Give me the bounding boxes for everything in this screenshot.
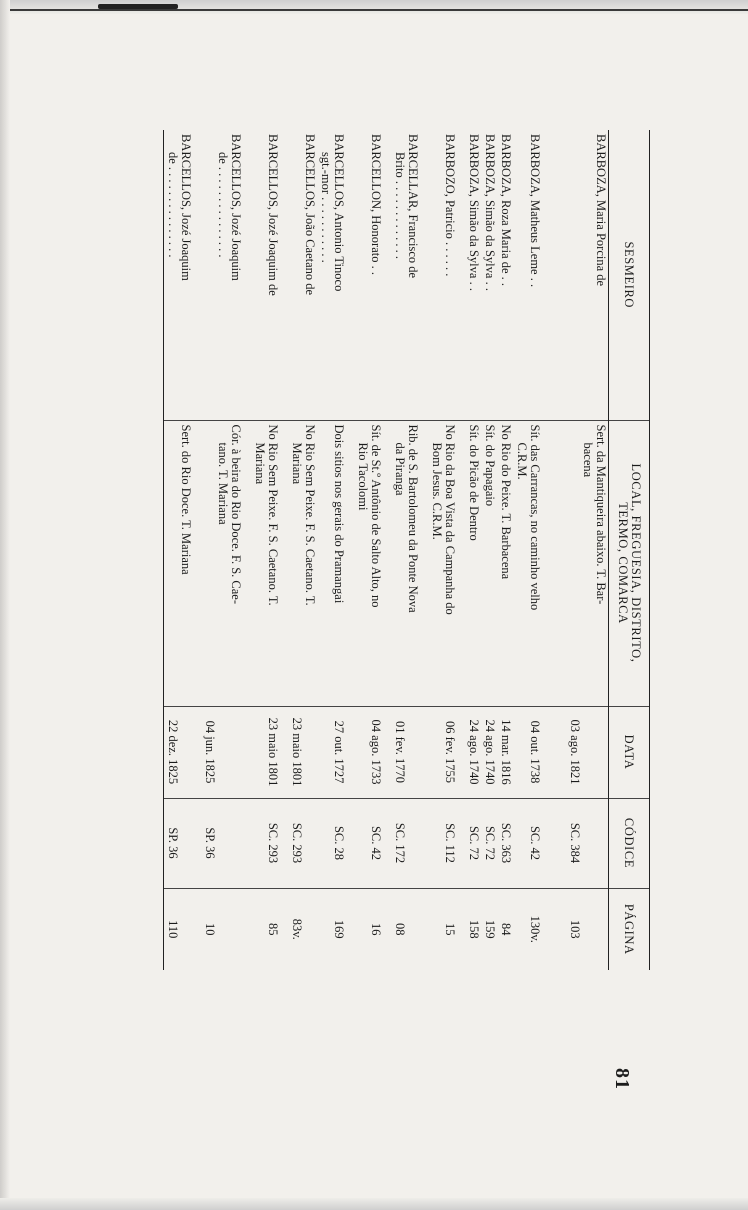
pagina-line: 159 <box>483 919 498 939</box>
cell-pagina <box>202 888 252 970</box>
pagina-line: 158 <box>467 919 482 939</box>
table-row <box>252 130 289 970</box>
local-line: Mariana <box>253 442 268 485</box>
cell-sesmeiro <box>252 130 289 420</box>
data-line: 01 fev. 1770 <box>393 720 408 784</box>
codice-line: SC. 72 <box>483 825 498 861</box>
cell-data <box>514 706 551 798</box>
codice-line: SC. 112 <box>443 823 458 863</box>
header-local <box>609 420 650 706</box>
cell-sesmeiro <box>355 130 392 420</box>
data-line: 24 ago. 1740 <box>483 719 498 785</box>
data-line <box>230 711 243 794</box>
local-line: No Rio Sem Peixe. F. S. Caetano. T. <box>266 424 281 606</box>
codice-line: SC. 384 <box>568 822 582 864</box>
codice-line: SC. 42 <box>369 825 384 861</box>
data-line: 27 out. 1727 <box>332 720 347 784</box>
cell-pagina <box>498 888 514 970</box>
local-line: Sít. do Papagaio <box>483 424 498 507</box>
cell-local <box>202 420 252 706</box>
pagina-line: 83v. <box>290 918 305 940</box>
local-line: da Piranga <box>393 442 408 496</box>
scan-top-mark <box>98 4 178 9</box>
table-row <box>289 130 318 970</box>
local-line: No Rio Sem Peixe. F. S. Caetano. T. <box>303 424 318 606</box>
pagina-line: 10 <box>203 923 218 936</box>
sesmarias-table <box>164 130 651 970</box>
table-row <box>392 130 429 970</box>
local-line: Cór. à beira do Rio Doce. F. S. Cae- <box>229 424 244 605</box>
sesmeiro-line: BARCELLOS, Antonio Tinoco <box>332 134 347 292</box>
codice-line: SC. 42 <box>528 825 543 861</box>
local-line: Sít. do Picão de Dentro <box>467 424 482 541</box>
cell-data <box>318 706 355 798</box>
table-row <box>514 130 551 970</box>
codice-line: SP. 36 <box>166 827 181 859</box>
codice-line: SC. 28 <box>332 825 347 861</box>
codice-line <box>581 803 594 884</box>
data-line: 22 dez. 1825 <box>166 719 181 785</box>
cell-codice <box>482 798 498 888</box>
cell-codice <box>252 798 289 888</box>
cell-codice <box>466 798 482 888</box>
cell-local <box>355 420 392 706</box>
sesmarias-table-wrapper <box>120 130 650 970</box>
pagina-line <box>581 893 594 967</box>
sesmeiro-line: BARCELLOS, João Caetano de <box>303 134 318 296</box>
cell-pagina <box>164 888 202 970</box>
cell-data <box>429 706 466 798</box>
pagina-line <box>180 893 193 967</box>
local-line: Sert. do Rio Doce. T. Mariana <box>179 424 194 575</box>
cell-pagina <box>466 888 482 970</box>
header-codice: CÓDICE <box>609 798 650 888</box>
scan-top-line <box>0 9 748 11</box>
pagina-line: 15 <box>443 923 458 936</box>
local-line: tano. T. Mariana <box>216 442 231 525</box>
table-header-row <box>609 130 650 970</box>
cell-pagina <box>392 888 429 970</box>
pagina-line: 85 <box>266 923 281 936</box>
cell-local <box>551 420 609 706</box>
data-line: 04 jun. 1825 <box>203 720 218 784</box>
codice-line <box>230 803 243 884</box>
codice-line: SC. 72 <box>467 825 482 861</box>
local-line: Sít. das Carrancas, no caminho velho <box>528 424 543 611</box>
sesmeiro-line: BARBOZA, Matheus Leme . . <box>528 134 543 288</box>
data-line <box>594 711 607 794</box>
data-line <box>304 711 317 794</box>
pagina-line: 110 <box>166 920 181 939</box>
data-line: 03 ago. 1821 <box>568 719 582 785</box>
sesmeiro-line: de . . . . . . . . . . . . . . . <box>216 152 231 258</box>
cell-sesmeiro <box>318 130 355 420</box>
cell-data <box>551 706 609 798</box>
local-line: Dois sitios nos gerais do Pramangai <box>332 424 347 604</box>
header-local-line1: LOCAL, FREGUESIA, DISTRITO, <box>629 463 643 663</box>
codice-line <box>180 803 193 884</box>
pagina-line: 16 <box>369 923 384 936</box>
page-bottom-edge <box>0 1198 748 1210</box>
sesmeiro-line: BARBOZO, Patricio . . . . . . <box>443 134 458 277</box>
local-line: Sert. da Mantiqueira abaixo. T. Bar- <box>594 424 608 605</box>
data-line <box>407 711 420 794</box>
pagina-line <box>230 893 243 967</box>
cell-data <box>392 706 429 798</box>
sesmeiro-line: BARBOZA, Simão da Sylva . . <box>483 134 498 291</box>
cell-data <box>498 706 514 798</box>
table-row <box>498 130 514 970</box>
pagina-line: 84 <box>499 923 514 936</box>
data-line <box>581 711 594 794</box>
page-number: 81 <box>611 1068 633 1090</box>
cell-local <box>318 420 355 706</box>
cell-pagina <box>482 888 498 970</box>
sesmeiro-line: BARCELLOS, Jozé Joaquim <box>179 134 194 281</box>
cell-pagina <box>318 888 355 970</box>
sesmeiro-line: Brito . . . . . . . . . . . . . <box>393 152 408 259</box>
cell-pagina <box>551 888 609 970</box>
header-data: DATA <box>609 706 650 798</box>
pagina-line <box>407 893 420 967</box>
cell-codice <box>429 798 466 888</box>
table-row <box>429 130 466 970</box>
pagina-line <box>217 893 230 967</box>
local-line: Rib. de S. Bartolomeu da Ponte Nova <box>406 424 421 613</box>
local-line: bacena <box>581 442 595 478</box>
table-row <box>202 130 252 970</box>
sesmeiro-line: BARCELLAR, Francisco de <box>406 134 421 279</box>
cell-data <box>202 706 252 798</box>
pagina-line <box>594 893 607 967</box>
cell-sesmeiro <box>429 130 466 420</box>
cell-data <box>466 706 482 798</box>
table-row <box>482 130 498 970</box>
local-line: Rio Tacolomi <box>356 442 371 511</box>
pagina-line: 169 <box>332 919 347 939</box>
cell-pagina <box>289 888 318 970</box>
local-line: No Rio do Peixe. T. Barbacena <box>499 424 514 580</box>
codice-line: SC. 363 <box>499 822 514 864</box>
data-line: 24 ago. 1740 <box>467 719 482 785</box>
local-line: No Rio da Boa Vista da Campanha do <box>443 424 458 615</box>
data-line: 06 fev. 1755 <box>443 720 458 784</box>
data-line: 04 out. 1738 <box>528 720 543 784</box>
cell-local <box>466 420 482 706</box>
local-line: Mariana <box>290 442 305 485</box>
sesmeiro-line: BARCELLON, Honorato . . <box>369 134 384 275</box>
table-row <box>355 130 392 970</box>
cell-sesmeiro <box>498 130 514 420</box>
local-line: C.R.M. <box>515 442 530 480</box>
cell-sesmeiro <box>514 130 551 420</box>
cell-sesmeiro <box>392 130 429 420</box>
codice-line <box>594 803 607 884</box>
cell-pagina <box>355 888 392 970</box>
cell-codice <box>202 798 252 888</box>
header-local-line2: TERMO, COMARCA <box>616 502 630 624</box>
local-line: Sít. de St.º Antônio de Salto Alto, no <box>369 424 384 608</box>
cell-data <box>164 706 202 798</box>
sesmeiro-line: de . . . . . . . . . . . . . . . <box>166 152 181 258</box>
header-sesmeiro: SESMEIRO <box>609 130 650 420</box>
cell-data <box>482 706 498 798</box>
cell-data <box>289 706 318 798</box>
sesmeiro-line: BARBOZA, Simão da Sylva . . <box>467 134 482 291</box>
sesmeiro-line: BARCELLOS, Jozé Joaquim de <box>266 134 281 296</box>
table-body <box>164 130 609 970</box>
data-line <box>217 711 230 794</box>
cell-local <box>482 420 498 706</box>
cell-local <box>392 420 429 706</box>
codice-line: SC. 293 <box>290 822 305 864</box>
sesmeiro-line: sgt.-mor . . . . . . . . . . . <box>319 152 334 263</box>
codice-line <box>304 803 317 884</box>
cell-data <box>355 706 392 798</box>
codice-line <box>217 803 230 884</box>
cell-local <box>429 420 466 706</box>
cell-local <box>289 420 318 706</box>
cell-sesmeiro <box>202 130 252 420</box>
cell-local <box>252 420 289 706</box>
cell-pagina <box>429 888 466 970</box>
table-row <box>551 130 609 970</box>
cell-sesmeiro <box>466 130 482 420</box>
cell-sesmeiro <box>551 130 609 420</box>
pagina-line: 08 <box>393 923 408 936</box>
codice-line: SC. 293 <box>266 822 281 864</box>
cell-codice <box>355 798 392 888</box>
data-line: 23 maio 1801 <box>266 717 281 787</box>
cell-local <box>164 420 202 706</box>
data-line <box>180 711 193 794</box>
table-row <box>318 130 355 970</box>
codice-line: SC. 172 <box>393 822 408 864</box>
sesmeiro-line: BARBOZA, Maria Porcina de <box>594 134 608 287</box>
cell-sesmeiro <box>289 130 318 420</box>
data-line: 23 maio 1801 <box>290 717 305 787</box>
cell-local <box>498 420 514 706</box>
local-line: Bom Jesus. C.R.M. <box>430 442 445 540</box>
binding-shadow <box>0 0 10 1210</box>
cell-codice <box>289 798 318 888</box>
data-line: 04 ago. 1733 <box>369 719 384 785</box>
cell-sesmeiro <box>482 130 498 420</box>
pagina-line <box>304 893 317 967</box>
pagina-line: 130v. <box>528 915 543 943</box>
cell-pagina <box>252 888 289 970</box>
sesmeiro-line: BARBOZA, Roza Maria de . . <box>499 134 514 287</box>
cell-local <box>514 420 551 706</box>
cell-codice <box>318 798 355 888</box>
table-row <box>164 130 202 970</box>
codice-line: SP. 36 <box>203 827 218 859</box>
cell-sesmeiro <box>164 130 202 420</box>
codice-line <box>407 803 420 884</box>
data-line: 14 mar. 1816 <box>499 719 514 785</box>
pagina-line: 103 <box>568 919 582 939</box>
sesmeiro-line: BARCELLOS, Jozé Joaquim <box>229 134 244 281</box>
cell-codice <box>392 798 429 888</box>
table-row <box>466 130 482 970</box>
cell-codice <box>514 798 551 888</box>
cell-pagina <box>514 888 551 970</box>
cell-codice <box>551 798 609 888</box>
cell-codice <box>498 798 514 888</box>
header-pagina: PÁGINA <box>609 888 650 970</box>
cell-codice <box>164 798 202 888</box>
cell-data <box>252 706 289 798</box>
